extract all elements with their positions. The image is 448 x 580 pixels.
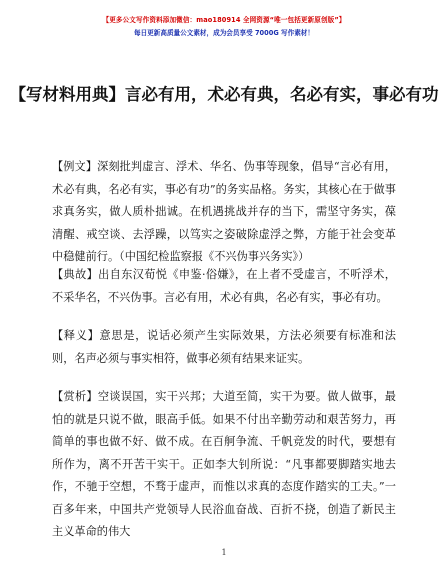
paragraph-text: 深刻批判虚言、浮术、华名、伪事等现象，倡导“言必有用，术必有典，名必有实，事必有功”的务实品格。务实，其核心在于做事求真务实，做人质朴拙诚。在机遇挑战并存的当下，需坚守务实，葆清醒、戒空谈、去浮躁，以笃实之姿破除虚浮之弊，方能于社会变革中稳健前行。（中国纪检监察报《不兴伪事兴务实》） xyxy=(52,160,396,263)
paragraph-meaning xyxy=(52,325,396,370)
paragraph-origin xyxy=(52,264,396,309)
paragraph-label: 【释义】 xyxy=(52,329,100,342)
paragraph-text: 出自东汉荀悦《申鉴·俗嫌》，在上者不受虚言，不听浮术，不采华名，不兴伪事。言必有用，术必有典，名必有实，事必有功。 xyxy=(52,268,396,304)
paragraph-text: 意思是，说话必须产生实际效果，方法必须要有标准和法则，名声必须与事实相符，做事必须有结果来证实。 xyxy=(52,329,396,365)
paragraph-example xyxy=(52,156,396,269)
paragraph-label: 【例文】 xyxy=(52,160,98,173)
banner-line-2: 每日更新高质量公文素材，成为会员享受 7000G 写作素材！ xyxy=(133,29,314,37)
paragraph-label: 【典故】 xyxy=(52,268,99,281)
paragraph-label: 【赏析】 xyxy=(52,390,98,403)
banner-line-1: 【更多公文写作资料添加微信：mao180914 全网资源“唯一包括更新原创版”】 xyxy=(102,16,346,24)
document-title: 【写材料用典】言必有用，术必有典，名必有实，事必有功 xyxy=(9,85,439,104)
paragraph-text: 空谈误国，实干兴邦；大道至简，实干为要。做人做事，最怕的就是只说不做，眼高手低。如果不付出辛勤劳动和艰苦努力，再简单的事也做不好、做不成。在百舸争流、千帆竞发的时代，要想有所作为，离不开苦干实干。正如李大钊所说：“凡事都要脚踏实地去作，不驰于空想，不骛于虚声，而惟以求真的态度作踏实的工夫。”一百多年来，中国共产党领导人民浴血奋战、百折不挠，创造了新民主主义革命的伟大 xyxy=(52,390,396,538)
page-number: 1 xyxy=(221,548,227,557)
paragraph-appreciation xyxy=(52,386,396,544)
